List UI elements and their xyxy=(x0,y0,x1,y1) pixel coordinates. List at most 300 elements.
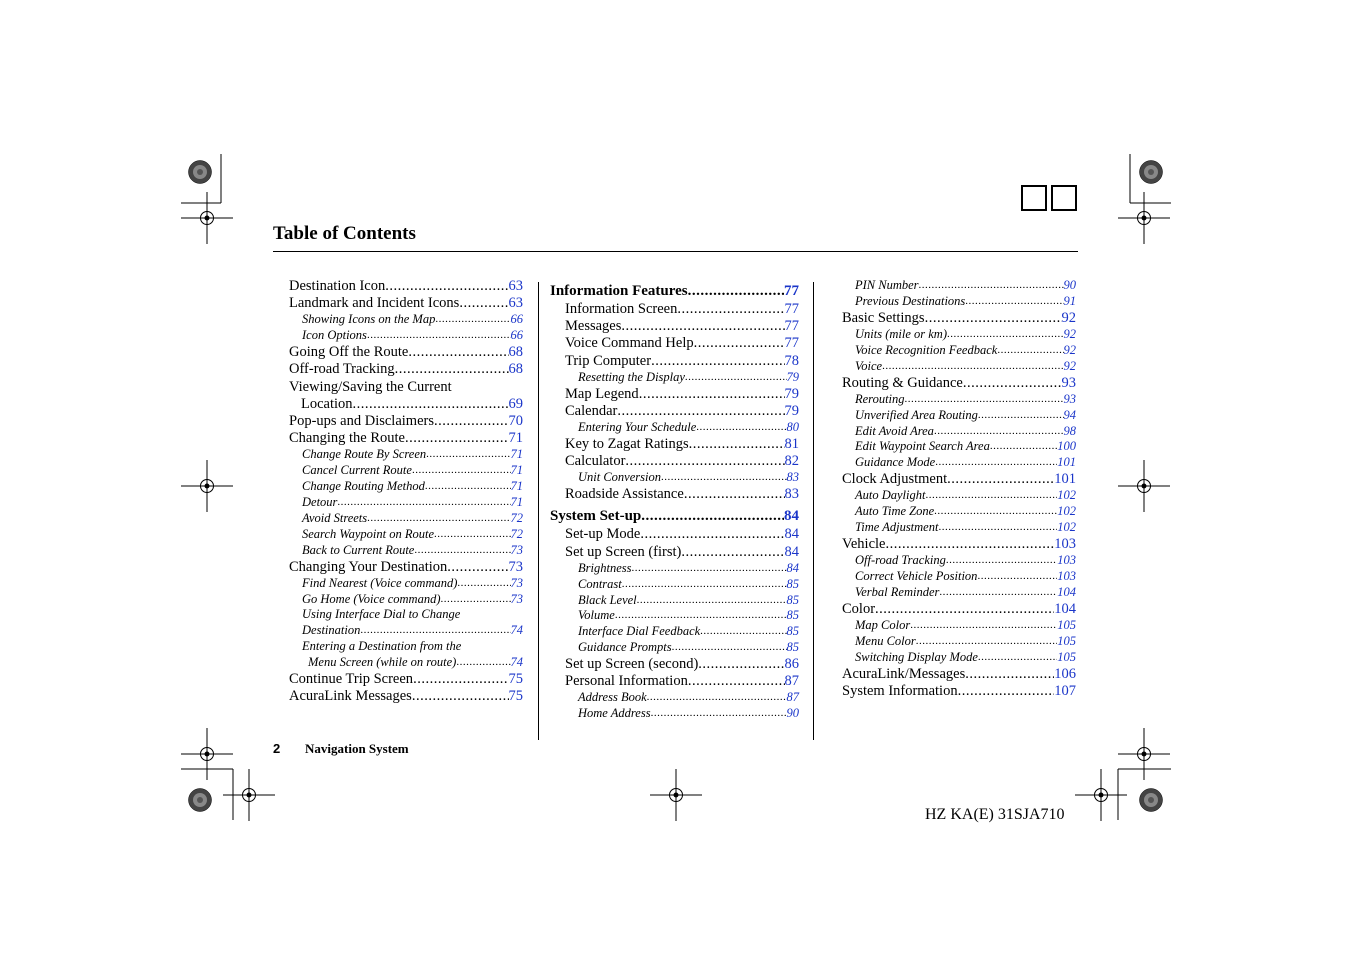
toc-entry[interactable] xyxy=(550,673,799,690)
toc-entry-title: Trip Computer xyxy=(565,352,652,369)
toc-entry[interactable] xyxy=(550,370,799,386)
dot-leader xyxy=(965,666,1054,683)
toc-page-link[interactable]: 77 xyxy=(784,318,799,335)
dot-leader xyxy=(934,423,1064,440)
document-code: HZ KA(E) 31SJA710 xyxy=(925,806,1065,823)
toc-page-link[interactable]: 105 xyxy=(1057,634,1076,649)
toc-entry[interactable] xyxy=(827,359,1076,375)
column-divider xyxy=(813,282,814,740)
toc-page-link[interactable]: 85 xyxy=(786,576,799,591)
toc-entry xyxy=(274,607,523,623)
toc-entry-title: Destination xyxy=(302,623,361,638)
toc-entry-title: Continue Trip Screen xyxy=(289,671,414,688)
dot-leader xyxy=(617,403,784,420)
toc-page-link[interactable]: 98 xyxy=(1063,423,1076,438)
toc-entry[interactable] xyxy=(550,706,799,722)
toc-page-link[interactable]: 103 xyxy=(1054,536,1076,553)
toc-page-link[interactable]: 68 xyxy=(508,361,523,378)
toc-page-link[interactable]: 63 xyxy=(508,295,523,312)
toc-entry[interactable] xyxy=(550,301,799,318)
toc-entry[interactable] xyxy=(274,447,523,463)
dot-leader xyxy=(414,542,510,559)
toc-entry[interactable] xyxy=(827,634,1076,650)
toc-column-1 xyxy=(274,278,523,705)
dot-leader xyxy=(447,559,508,576)
toc-page-link[interactable]: 73 xyxy=(510,591,523,606)
toc-entry[interactable] xyxy=(274,479,523,495)
toc-entry-title: Location xyxy=(301,395,353,412)
dot-leader xyxy=(875,601,1054,618)
toc-entry-title: Time Adjustment xyxy=(855,520,939,535)
dot-leader xyxy=(639,386,785,403)
toc-entry-title: Using Interface Dial to Change xyxy=(302,607,461,622)
toc-page-link[interactable]: 85 xyxy=(786,624,799,639)
toc-entry-title: Cancel Current Route xyxy=(302,463,412,478)
toc-page-link[interactable]: 71 xyxy=(510,447,523,462)
toc-page-link[interactable]: 85 xyxy=(786,640,799,655)
toc-entry[interactable] xyxy=(274,413,523,430)
toc-page-link[interactable]: 101 xyxy=(1057,455,1076,470)
dot-leader xyxy=(965,293,1063,310)
toc-entry[interactable] xyxy=(827,601,1076,618)
toc-entry-title: Correct Vehicle Position xyxy=(855,569,978,584)
toc-entry-title: Resetting the Display xyxy=(578,369,685,384)
toc-entry[interactable] xyxy=(274,576,523,592)
dot-leader xyxy=(360,622,510,639)
toc-entry-title: Address Book xyxy=(578,690,647,705)
toc-entry[interactable] xyxy=(550,420,799,436)
toc-page-link[interactable]: 106 xyxy=(1054,665,1076,682)
column-divider xyxy=(538,282,539,740)
dot-leader xyxy=(457,575,510,592)
toc-entry[interactable] xyxy=(274,361,523,378)
dot-leader xyxy=(441,591,511,608)
toc-page-link[interactable]: 105 xyxy=(1057,649,1076,664)
page-title: Table of Contents xyxy=(273,223,416,244)
dot-leader xyxy=(625,453,784,470)
toc-page-link[interactable]: 75 xyxy=(508,688,523,705)
toc-page-link[interactable]: 102 xyxy=(1057,520,1076,535)
toc-entry-title: Map Legend xyxy=(565,385,639,402)
toc-entry-title: Change Routing Method xyxy=(302,479,425,494)
toc-column-3 xyxy=(827,278,1076,700)
toc-entry-title: PIN Number xyxy=(855,277,919,292)
toc-page-link[interactable]: 91 xyxy=(1063,293,1076,308)
toc-entry-title: Black Level xyxy=(578,592,637,607)
toc-page-link[interactable]: 82 xyxy=(784,453,799,470)
toc-entry-title: Previous Destinations xyxy=(855,293,966,308)
dot-leader xyxy=(434,413,509,430)
dot-leader xyxy=(939,584,1057,601)
toc-page-link[interactable]: 77 xyxy=(784,300,799,317)
toc-entry[interactable] xyxy=(274,671,523,688)
toc-page-link[interactable]: 104 xyxy=(1057,585,1076,600)
toc-entry[interactable] xyxy=(274,278,523,295)
toc-entry[interactable] xyxy=(550,403,799,420)
dot-leader xyxy=(696,419,786,436)
toc-entry[interactable] xyxy=(550,561,799,577)
header-box xyxy=(1051,185,1077,211)
toc-entry-title: Find Nearest (Voice command) xyxy=(302,575,458,590)
toc-entry[interactable] xyxy=(827,683,1076,700)
toc-page-link[interactable]: 92 xyxy=(1061,309,1076,326)
toc-page-link[interactable]: 83 xyxy=(784,486,799,503)
toc-entry-title: Viewing/Saving the Current xyxy=(289,378,452,395)
dot-leader xyxy=(385,278,508,295)
toc-entry[interactable] xyxy=(827,650,1076,666)
toc-entry-title: AcuraLink Messages xyxy=(289,688,412,705)
toc-page-link[interactable]: 72 xyxy=(510,510,523,525)
header-box xyxy=(1021,185,1047,211)
toc-page-link[interactable]: 77 xyxy=(784,335,799,352)
toc-entry-title: Auto Time Zone xyxy=(855,504,935,519)
toc-entry[interactable] xyxy=(827,343,1076,359)
toc-entry-title: Calculator xyxy=(565,453,626,470)
toc-entry[interactable] xyxy=(274,344,523,361)
toc-page-link[interactable]: 79 xyxy=(786,369,799,384)
toc-entry[interactable] xyxy=(827,488,1076,504)
toc-entry[interactable] xyxy=(550,282,799,301)
dot-leader xyxy=(688,673,785,690)
dot-leader xyxy=(651,353,784,370)
dot-leader xyxy=(413,671,508,688)
toc-entry[interactable] xyxy=(550,577,799,593)
toc-entry[interactable] xyxy=(550,386,799,403)
toc-entry-title: Personal Information xyxy=(565,673,688,690)
toc-entry-title: Entering a Destination from the xyxy=(302,639,462,654)
toc-entry-title: Set-up Mode xyxy=(565,526,641,543)
toc-entry-title: Menu Screen (while on route) xyxy=(308,655,457,670)
toc-entry-title: Roadside Assistance xyxy=(565,486,684,503)
toc-entry-title: AcuraLink/Messages xyxy=(842,665,966,682)
toc-entry[interactable] xyxy=(827,392,1076,408)
dot-leader xyxy=(661,469,787,486)
dot-leader xyxy=(885,536,1054,553)
toc-entry-title: Edit Avoid Area xyxy=(855,423,934,438)
toc-page-link[interactable]: 68 xyxy=(508,344,523,361)
dot-leader xyxy=(405,430,509,447)
toc-page-link[interactable]: 83 xyxy=(786,470,799,485)
toc-page-link[interactable]: 102 xyxy=(1057,488,1076,503)
dot-leader xyxy=(367,327,511,344)
toc-entry-title: Going Off the Route xyxy=(289,344,409,361)
toc-page-link[interactable]: 66 xyxy=(510,312,523,327)
toc-entry[interactable] xyxy=(274,623,523,639)
toc-page-link[interactable]: 84 xyxy=(784,543,799,560)
toc-entry[interactable] xyxy=(827,471,1076,488)
toc-entry[interactable] xyxy=(827,553,1076,569)
toc-entry[interactable] xyxy=(550,593,799,609)
toc-entry[interactable] xyxy=(550,624,799,640)
toc-entry[interactable] xyxy=(274,396,523,413)
toc-entry-title: Vehicle xyxy=(842,536,886,553)
toc-entry[interactable] xyxy=(827,585,1076,601)
dot-leader xyxy=(412,688,509,705)
toc-page-link[interactable]: 81 xyxy=(784,435,799,452)
toc-entry[interactable] xyxy=(550,544,799,561)
toc-entry xyxy=(274,379,523,396)
toc-entry[interactable] xyxy=(550,470,799,486)
toc-page-link[interactable]: 85 xyxy=(786,592,799,607)
toc-entry[interactable] xyxy=(274,559,523,576)
dot-leader xyxy=(946,552,1057,569)
toc-page-link[interactable]: 105 xyxy=(1057,618,1076,633)
toc-page-link[interactable]: 84 xyxy=(784,526,799,543)
toc-entry[interactable] xyxy=(274,295,523,312)
toc-page-link[interactable]: 80 xyxy=(786,420,799,434)
toc-page-link[interactable]: 73 xyxy=(508,558,523,575)
dot-leader xyxy=(978,407,1064,424)
toc-entry-title: Changing Your Destination xyxy=(289,558,448,575)
toc-page-link[interactable]: 84 xyxy=(786,560,799,575)
dot-leader xyxy=(651,705,787,722)
dot-leader xyxy=(337,494,510,511)
toc-page-link[interactable]: 66 xyxy=(510,328,523,343)
toc-entry-title: Off-road Tracking xyxy=(855,553,946,568)
toc-entry[interactable] xyxy=(550,656,799,673)
toc-entry[interactable] xyxy=(827,666,1076,683)
dot-leader xyxy=(459,295,508,312)
toc-entry[interactable] xyxy=(827,294,1076,310)
toc-entry-title: Showing Icons on the Map xyxy=(302,312,436,327)
toc-page-link[interactable]: 78 xyxy=(784,352,799,369)
toc-entry[interactable] xyxy=(274,592,523,608)
dot-leader xyxy=(622,576,787,593)
toc-page-link[interactable]: 87 xyxy=(784,673,799,690)
toc-entry-title: Volume xyxy=(578,608,615,623)
toc-entry-title: Information Screen xyxy=(565,300,678,317)
dot-leader xyxy=(685,369,787,386)
toc-entry[interactable] xyxy=(274,463,523,479)
dot-leader xyxy=(700,623,786,640)
toc-entry[interactable] xyxy=(827,278,1076,294)
toc-page-link[interactable]: 75 xyxy=(508,671,523,688)
dot-leader xyxy=(977,568,1057,585)
toc-entry-title: Detour xyxy=(302,494,338,509)
toc-page-link[interactable]: 103 xyxy=(1057,569,1076,584)
dot-leader xyxy=(395,361,509,378)
toc-entry[interactable] xyxy=(550,436,799,453)
toc-page-link[interactable]: 69 xyxy=(508,395,523,412)
toc-page-link[interactable]: 77 xyxy=(784,283,799,299)
dot-leader xyxy=(958,683,1055,700)
toc-entry[interactable] xyxy=(274,312,523,328)
section-name: Navigation System xyxy=(305,741,409,756)
toc-page-link[interactable]: 74 xyxy=(510,655,523,670)
toc-page-link[interactable]: 74 xyxy=(510,623,523,638)
toc-page-link[interactable]: 85 xyxy=(786,608,799,623)
toc-page-link[interactable]: 70 xyxy=(508,412,523,429)
dot-leader xyxy=(688,282,784,301)
toc-page-link[interactable]: 71 xyxy=(508,430,523,447)
toc-page-link[interactable]: 86 xyxy=(784,656,799,673)
toc-page-link[interactable]: 92 xyxy=(1063,326,1076,341)
toc-entry[interactable] xyxy=(827,375,1076,392)
dot-leader xyxy=(698,656,784,673)
toc-page-link[interactable]: 72 xyxy=(510,526,523,541)
toc-entry[interactable] xyxy=(550,486,799,503)
toc-entry-title: Routing & Guidance xyxy=(842,374,963,391)
toc-entry-title: Verbal Reminder xyxy=(855,585,940,600)
toc-page-link[interactable]: 84 xyxy=(784,508,799,525)
toc-entry-title: Brightness xyxy=(578,560,632,575)
toc-entry[interactable] xyxy=(274,328,523,344)
toc-entry[interactable] xyxy=(827,424,1076,440)
page-number: 2 xyxy=(273,741,281,756)
toc-entry[interactable] xyxy=(550,690,799,706)
dot-leader xyxy=(353,396,509,413)
toc-entry-title: Auto Daylight xyxy=(855,488,926,503)
toc-entry-title: Edit Waypoint Search Area xyxy=(855,439,990,454)
dot-leader xyxy=(978,649,1057,666)
dot-leader xyxy=(919,277,1064,294)
toc-entry-title: Switching Display Mode xyxy=(855,649,978,664)
toc-entry[interactable] xyxy=(827,536,1076,553)
dot-leader xyxy=(641,507,784,526)
dot-leader xyxy=(615,607,787,624)
header-boxes xyxy=(1021,185,1077,211)
toc-entry-title: System Information xyxy=(842,683,958,700)
toc-entry[interactable] xyxy=(550,335,799,352)
dot-leader xyxy=(637,592,787,609)
toc-page-link[interactable]: 71 xyxy=(510,479,523,494)
toc-entry-title: Go Home (Voice command) xyxy=(302,591,441,606)
toc-page-link[interactable]: 73 xyxy=(510,575,523,590)
toc-entry[interactable] xyxy=(274,688,523,705)
toc-entry[interactable] xyxy=(550,453,799,470)
dot-leader xyxy=(425,478,511,495)
toc-entry-title: Units (mile or km) xyxy=(855,326,947,341)
toc-entry[interactable] xyxy=(550,608,799,624)
dot-leader xyxy=(882,358,1063,375)
toc-page-link[interactable]: 93 xyxy=(1061,374,1076,391)
toc-entry xyxy=(274,639,523,655)
toc-entry[interactable] xyxy=(550,507,799,526)
toc-entry-title: Home Address xyxy=(578,706,651,721)
toc-entry-title: Map Color xyxy=(855,618,911,633)
toc-entry[interactable] xyxy=(827,327,1076,343)
toc-entry-title: Basic Settings xyxy=(842,309,925,326)
dot-leader xyxy=(689,436,785,453)
toc-entry[interactable] xyxy=(827,455,1076,471)
toc-page-link[interactable]: 101 xyxy=(1054,471,1076,488)
toc-page-link[interactable]: 93 xyxy=(1063,391,1076,406)
toc-entry-title: Voice Recognition Feedback xyxy=(855,342,998,357)
toc-page-link[interactable]: 104 xyxy=(1054,600,1076,617)
toc-page-link[interactable]: 92 xyxy=(1063,342,1076,357)
toc-entry-title: Clock Adjustment xyxy=(842,471,948,488)
toc-entry-title: Unit Conversion xyxy=(578,470,661,485)
dot-leader xyxy=(367,510,510,527)
dot-leader xyxy=(916,633,1057,650)
toc-entry-title: Entering Your Schedule xyxy=(578,420,697,434)
toc-page-link[interactable]: 103 xyxy=(1057,553,1076,568)
toc-page-link[interactable]: 102 xyxy=(1057,504,1076,519)
toc-entry[interactable] xyxy=(827,440,1076,456)
toc-entry-title: Key to Zagat Ratings xyxy=(565,435,689,452)
toc-page-link[interactable]: 71 xyxy=(510,463,523,478)
dot-leader xyxy=(681,544,784,561)
toc-entry[interactable] xyxy=(274,511,523,527)
toc-entry-title: Guidance Mode xyxy=(855,455,936,470)
toc-entry[interactable] xyxy=(550,526,799,543)
toc-entry-title: Search Waypoint on Route xyxy=(302,526,435,541)
toc-entry-title: Set up Screen (first) xyxy=(565,543,682,560)
dot-leader xyxy=(997,342,1063,359)
toc-page-link[interactable]: 107 xyxy=(1054,683,1076,700)
dot-leader xyxy=(677,301,784,318)
toc-entry-title: Destination Icon xyxy=(289,277,386,294)
toc-entry[interactable] xyxy=(274,655,523,671)
toc-entry[interactable] xyxy=(827,310,1076,327)
toc-entry-title: Back to Current Route xyxy=(302,542,415,557)
dot-leader xyxy=(934,503,1057,520)
toc-page-link[interactable]: 94 xyxy=(1063,407,1076,422)
dot-leader xyxy=(672,639,787,656)
toc-column-2 xyxy=(550,278,799,722)
toc-entry[interactable] xyxy=(550,640,799,656)
dot-leader xyxy=(963,375,1062,392)
dot-leader xyxy=(621,318,784,335)
toc-entry[interactable] xyxy=(274,430,523,447)
toc-entry-title: Icon Options xyxy=(302,328,367,343)
dot-leader xyxy=(935,454,1057,471)
toc-page-link[interactable]: 79 xyxy=(784,402,799,419)
toc-page-link[interactable]: 71 xyxy=(510,494,523,509)
dot-leader xyxy=(910,617,1057,634)
toc-page-link[interactable]: 73 xyxy=(510,542,523,557)
dot-leader xyxy=(684,486,785,503)
toc-entry[interactable] xyxy=(550,318,799,335)
dot-leader xyxy=(456,654,510,671)
toc-page-link[interactable]: 90 xyxy=(786,706,799,721)
toc-entry-title: Voice Command Help xyxy=(565,335,694,352)
toc-page-link[interactable]: 90 xyxy=(1063,277,1076,292)
toc-entry-title: Messages xyxy=(565,318,622,335)
toc-entry-title: Guidance Prompts xyxy=(578,640,672,655)
toc-entry-title: Information Features xyxy=(550,283,688,299)
toc-entry[interactable] xyxy=(550,353,799,370)
dot-leader xyxy=(640,526,784,543)
toc-entry[interactable] xyxy=(274,527,523,543)
dot-leader xyxy=(647,689,787,706)
toc-page-link[interactable]: 87 xyxy=(786,690,799,705)
toc-entry[interactable] xyxy=(827,408,1076,424)
toc-page-link[interactable]: 100 xyxy=(1057,439,1076,454)
toc-page-link[interactable]: 63 xyxy=(508,277,523,294)
title-rule xyxy=(273,251,1078,252)
dot-leader xyxy=(434,526,510,543)
dot-leader xyxy=(631,560,786,577)
toc-page-link[interactable]: 79 xyxy=(784,385,799,402)
toc-entry-title: System Set-up xyxy=(550,508,642,525)
toc-entry[interactable] xyxy=(827,504,1076,520)
toc-entry-title: Set up Screen (second) xyxy=(565,656,699,673)
dot-leader xyxy=(905,391,1064,408)
toc-entry[interactable] xyxy=(827,569,1076,585)
toc-entry[interactable] xyxy=(827,618,1076,634)
toc-entry[interactable] xyxy=(827,520,1076,536)
dot-leader xyxy=(938,519,1057,536)
toc-entry-title: Changing the Route xyxy=(289,430,405,447)
dot-leader xyxy=(408,344,508,361)
dot-leader xyxy=(435,311,510,328)
toc-entry[interactable] xyxy=(274,543,523,559)
toc-entry[interactable] xyxy=(274,495,523,511)
toc-entry-title: Avoid Streets xyxy=(302,510,368,525)
toc-page-link[interactable]: 92 xyxy=(1063,358,1076,373)
toc-entry-title: Off-road Tracking xyxy=(289,361,395,378)
